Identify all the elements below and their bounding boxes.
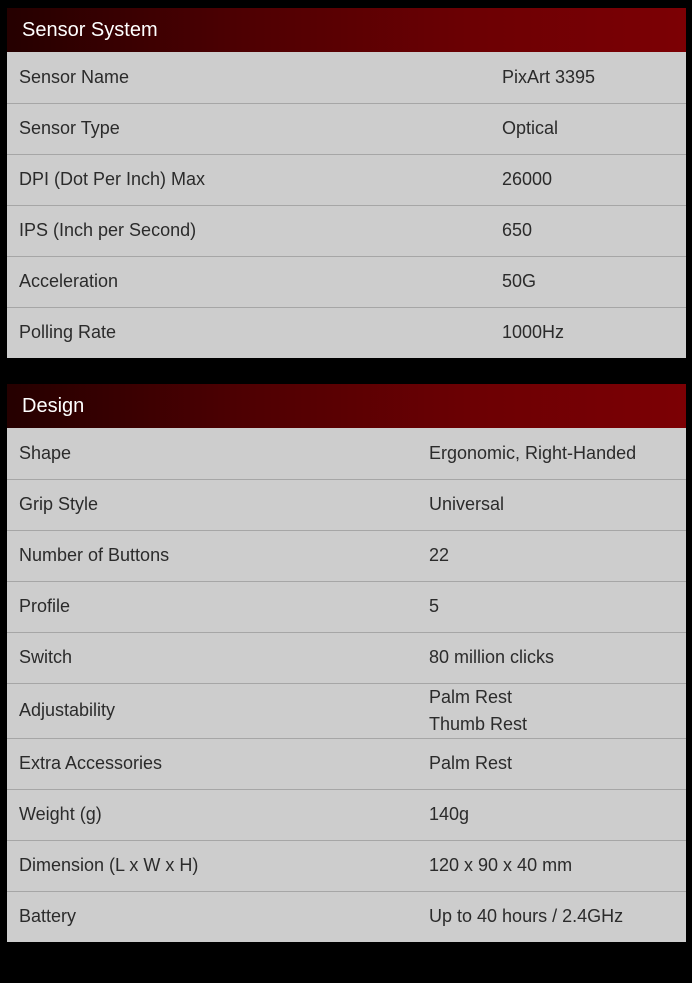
spec-label: Dimension (L x W x H): [7, 840, 417, 891]
table-row: [7, 52, 686, 103]
design-section: [7, 384, 686, 942]
spec-label: Number of Buttons: [7, 530, 417, 581]
spec-value: Palm Rest: [417, 738, 686, 789]
sensor-system-section: [7, 8, 686, 358]
spec-value-line: Palm Rest: [429, 686, 513, 707]
table-row: [7, 632, 686, 683]
table-row: [7, 891, 686, 942]
spec-value: PixArt 3395: [502, 66, 596, 87]
spec-value: 650: [490, 205, 686, 256]
spec-value: Universal: [417, 479, 686, 530]
design-header: Design: [7, 384, 686, 428]
table-row: [7, 103, 686, 154]
spec-label: Acceleration: [7, 256, 490, 307]
spec-label: Weight (g): [7, 789, 417, 840]
table-row: [7, 683, 686, 738]
spec-label: Grip Style: [7, 479, 417, 530]
table-row: [7, 840, 686, 891]
spec-label: Extra Accessories: [7, 738, 417, 789]
table-row: [7, 789, 686, 840]
spec-label: Sensor Name: [19, 66, 130, 87]
spec-label: Adjustability: [7, 683, 417, 738]
table-row: [7, 530, 686, 581]
spec-value: 5: [417, 581, 686, 632]
table-row: [7, 581, 686, 632]
spec-value: 50G: [490, 256, 686, 307]
spec-value: 120 x 90 x 40 mm: [417, 840, 686, 891]
sensor-system-header: Sensor System: [7, 8, 686, 52]
spec-value: Ergonomic, Right-Handed: [429, 442, 637, 463]
spec-value: 26000: [490, 154, 686, 205]
spec-value: 140g: [417, 789, 686, 840]
table-row: [7, 256, 686, 307]
table-row: [7, 205, 686, 256]
spec-label: Profile: [7, 581, 417, 632]
spec-label: DPI (Dot Per Inch) Max: [7, 154, 490, 205]
table-row: [7, 738, 686, 789]
spec-value-line: Thumb Rest: [429, 713, 528, 734]
spec-value: 1000Hz: [490, 307, 686, 358]
spec-label: Battery: [7, 891, 417, 942]
spec-value: 80 million clicks: [417, 632, 686, 683]
table-row: [7, 154, 686, 205]
spec-label: Polling Rate: [7, 307, 490, 358]
spec-label: IPS (Inch per Second): [7, 205, 490, 256]
spec-label: Shape: [19, 442, 72, 463]
table-row: [7, 479, 686, 530]
table-row: [7, 307, 686, 358]
spec-value: Optical: [490, 103, 686, 154]
table-row: [7, 428, 686, 479]
design-table: [7, 428, 686, 942]
spec-label: Switch: [7, 632, 417, 683]
spec-label: Sensor Type: [7, 103, 490, 154]
spec-value: 22: [417, 530, 686, 581]
sensor-system-table: [7, 52, 686, 358]
spec-value: [417, 683, 686, 738]
spec-value: Up to 40 hours / 2.4GHz: [417, 891, 686, 942]
